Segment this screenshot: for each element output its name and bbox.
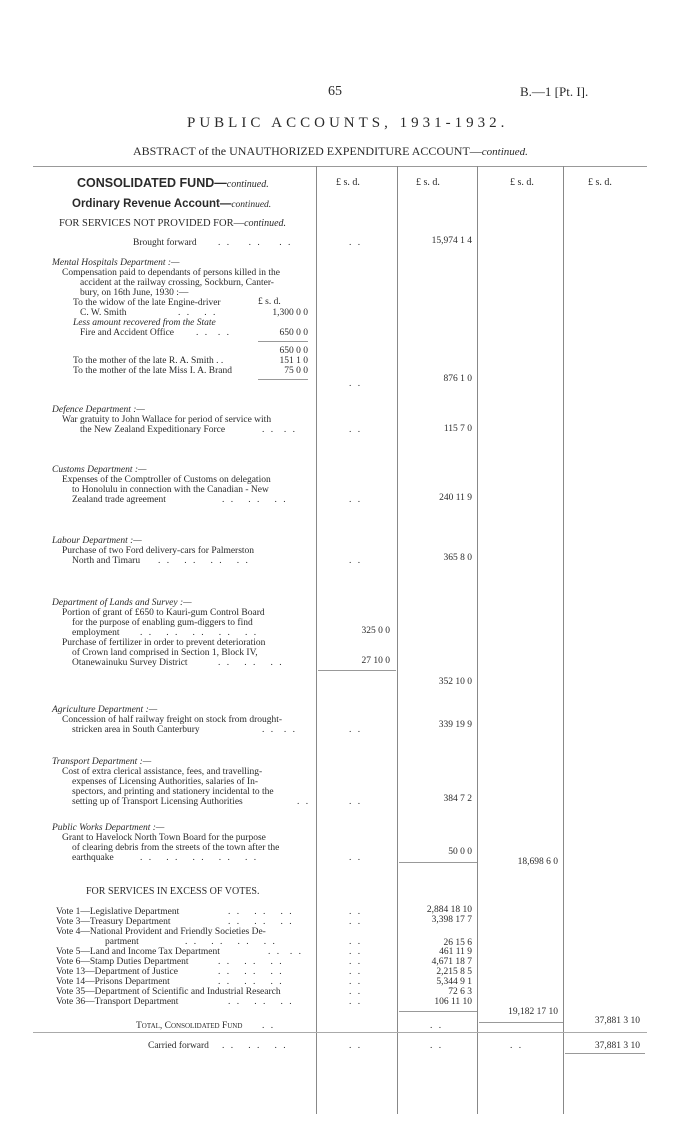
column-header-1: £ s. d. [336, 177, 360, 188]
line-text: the New Zealand Expeditionary Force [80, 425, 226, 435]
leader-dots: . . [349, 495, 363, 505]
line-text: To the mother of the late R. A. Smith . . [73, 356, 224, 366]
table-top-rule [33, 166, 647, 167]
vote-label: partment [105, 937, 139, 947]
leader-dots: . . [349, 725, 363, 735]
line-text: North and Timaru [72, 556, 141, 566]
line-text: Cost of extra clerical assistance, fees, and travelling- [62, 767, 263, 777]
vote-amount: 106 11 10 [434, 997, 472, 1007]
leader-dots: . . . . . . [218, 238, 293, 248]
sub-total-rule [258, 341, 308, 342]
department-amount: 365 8 0 [443, 553, 472, 563]
excess-heading: FOR SERVICES IN EXCESS OF VOTES. [86, 886, 260, 897]
sub-total-rule [479, 1022, 563, 1023]
vote-amount: 461 11 9 [439, 947, 472, 957]
vote-amount: 5,344 9 1 [436, 977, 472, 987]
vote-amount: 26 15 6 [443, 938, 472, 948]
leader-dots: . . [349, 987, 363, 997]
line-text: Less amount recovered from the State [73, 318, 216, 328]
line-text: setting up of Transport Licensing Authorities [72, 797, 243, 807]
leader-dots: . . [349, 379, 363, 389]
leader-dots: . . . . . . [218, 957, 284, 967]
vote-amount: 72 6 3 [448, 987, 472, 997]
total-rule [33, 1032, 647, 1033]
department-heading: Agriculture Department :— [52, 705, 158, 715]
line-text: Zealand trade agreement [72, 495, 166, 505]
leader-dots: . . . . [178, 308, 218, 318]
department-heading: Public Works Department :— [52, 823, 165, 833]
leader-dots: . . [349, 967, 363, 977]
leader-dots: . . [510, 1041, 524, 1051]
page-title: PUBLIC ACCOUNTS, 1931-1932. [187, 115, 509, 131]
carried-forward-amount: 37,881 3 10 [594, 1041, 640, 1051]
vote-label: Vote 13—Department of Justice [56, 967, 178, 977]
leader-dots: . . [349, 947, 363, 957]
department-heading: Labour Department :— [52, 536, 142, 546]
vote-label: Vote 5—Land and Income Tax Department [56, 947, 220, 957]
sub-amount: 650 0 0 [279, 328, 308, 338]
carried-forward-label: Carried forward [148, 1041, 209, 1051]
line-text: bury, on 16th June, 1930 :— [80, 288, 189, 298]
vote-amount: 3,398 17 7 [431, 915, 472, 925]
leader-dots: . . [349, 917, 363, 927]
department-amount: 876 1 0 [443, 374, 472, 384]
line-text: employment [72, 628, 120, 638]
department-heading: Department of Lands and Survey :— [52, 598, 192, 608]
line-text: for the purpose of enabling gum-diggers to find [72, 618, 253, 628]
sub-total-rule [399, 862, 477, 863]
section-total: 19,182 17 10 [508, 1007, 558, 1017]
line-text: To the widow of the late Engine-driver [73, 298, 221, 308]
leader-dots: . . [349, 238, 363, 248]
line-text: accident at the railway crossing, Sockburn, Canter- [80, 278, 274, 288]
section-total: 18,698 6 0 [517, 857, 558, 867]
page-number: 65 [328, 84, 342, 99]
department-amount: 352 10 0 [438, 677, 472, 687]
line-text: Portion of grant of £650 to Kauri-gum Control Board [62, 608, 265, 618]
leader-dots: . . [349, 425, 363, 435]
leader-dots: . . [349, 937, 363, 947]
leader-dots: . . [349, 957, 363, 967]
line-text: to Honolulu in connection with the Canadian - New [72, 485, 269, 495]
line-text: expenses of Licensing Authorities, salaries of In- [72, 777, 258, 787]
leader-dots: . . . . . . [218, 658, 284, 668]
leader-dots: . . . . . . [222, 495, 288, 505]
line-text: Purchase of fertilizer in order to prevent deterioration [62, 638, 266, 648]
vote-amount: 4,671 18 7 [431, 957, 472, 967]
line-text: Compensation paid to dependants of persons killed in the [62, 268, 280, 278]
vote-label: Vote 3—Treasury Department [56, 917, 171, 927]
leader-dots: . . [349, 1041, 363, 1051]
sub-amount: 650 0 0 [279, 346, 308, 356]
leader-dots: . . [349, 853, 363, 863]
line-text: stricken area in South Canterbury [72, 725, 200, 735]
leader-dots: . . . . . . . . . . [140, 628, 259, 638]
vote-amount: 2,884 18 10 [426, 905, 472, 915]
brought-forward-amount: 15,974 1 4 [431, 236, 472, 246]
vote-label: Vote 35—Department of Scientific and Industrial Research [56, 987, 281, 997]
account-heading: Ordinary Revenue Account—continued. [72, 198, 272, 210]
vote-label: Vote 6—Stamp Duties Department [56, 957, 189, 967]
sub-total-rule [318, 670, 396, 671]
line-text: Grant to Havelock North Town Board for the purpose [62, 833, 266, 843]
total-rule [565, 1053, 645, 1054]
line-text: Fire and Accident Office [80, 328, 174, 338]
line-text: C. W. Smith [80, 308, 127, 318]
line-text: spectors, and printing and stationery incidental to the [72, 787, 274, 797]
leader-dots: . . . . [196, 328, 231, 338]
leader-dots: . . . . . . . . [185, 937, 277, 947]
sub-amount: 75 0 0 [284, 366, 308, 376]
department-heading: Customs Department :— [52, 465, 147, 475]
column-header-3: £ s. d. [510, 177, 534, 188]
sub-amount: 1,300 0 0 [272, 308, 308, 318]
leader-dots: . . . . . . . . . . [140, 853, 259, 863]
sub-amount: 151 1 0 [279, 356, 308, 366]
department-amount: 115 7 0 [443, 424, 472, 434]
vote-label: Vote 4—National Provident and Friendly Societies De- [56, 927, 266, 937]
leader-dots: . . [349, 556, 363, 566]
department-heading: Defence Department :— [52, 405, 145, 415]
leader-dots: . . [297, 797, 311, 807]
line-text: earthquake [72, 853, 114, 863]
leader-dots: . . . . . . [228, 997, 294, 1007]
leader-dots: . . . . [262, 725, 297, 735]
department-amount: 50 0 0 [448, 847, 472, 857]
column-rule-1 [316, 166, 317, 1114]
column-rule-4 [563, 166, 564, 1114]
line-text: of Crown land comprised in Section 1, Block IV, [72, 648, 258, 658]
sub-column-header: £ s. d. [258, 297, 281, 307]
sub-total-rule [399, 1011, 477, 1012]
line-amount: 325 0 0 [361, 626, 390, 636]
sub-total-rule [258, 379, 308, 380]
leader-dots: . . [349, 997, 363, 1007]
grand-total: 37,881 3 10 [594, 1016, 640, 1026]
leader-dots: . . [430, 1021, 444, 1031]
vote-label: Vote 1—Legislative Department [56, 907, 180, 917]
leader-dots: . . [349, 907, 363, 917]
vote-amount: 2,215 8 5 [436, 967, 472, 977]
line-text: Expenses of the Comptroller of Customs on delegation [62, 475, 271, 485]
leader-dots: . . . . . . [218, 967, 284, 977]
vote-label: Vote 36—Transport Department [56, 997, 179, 1007]
department-amount: 339 19 9 [438, 720, 472, 730]
leader-dots: . . [262, 1021, 276, 1031]
leader-dots: . . . . . . . . [158, 556, 250, 566]
column-rule-2 [397, 166, 398, 1114]
department-heading: Mental Hospitals Department :— [52, 258, 180, 268]
vote-label: Vote 14—Prisons Department [56, 977, 170, 987]
leader-dots: . . . . [268, 947, 303, 957]
line-text: Purchase of two Ford delivery-cars for Palmerston [62, 546, 255, 556]
department-amount: 240 11 9 [439, 493, 472, 503]
department-heading: Transport Department :— [52, 757, 152, 767]
fund-heading: CONSOLIDATED FUND—continued. [77, 176, 269, 190]
column-header-4: £ s. d. [588, 177, 612, 188]
leader-dots: . . . . . . [218, 977, 284, 987]
leader-dots: . . . . . . [222, 1041, 288, 1051]
page-subtitle: ABSTRACT of the UNAUTHORIZED EXPENDITURE ACCOUNT—continued. [133, 144, 528, 158]
line-text: Concession of half railway freight on stock from drought- [62, 715, 283, 725]
line-text: Otanewainuku Survey District [72, 658, 188, 668]
line-text: War gratuity to John Wallace for period of service with [62, 415, 272, 425]
total-consolidated-label: Total, Consolidated Fund [136, 1021, 243, 1031]
leader-dots: . . . . . . [228, 907, 294, 917]
department-amount: 384 7 2 [443, 794, 472, 804]
leader-dots: . . [349, 797, 363, 807]
column-header-2: £ s. d. [416, 177, 440, 188]
document-reference: B.—1 [Pt. I]. [520, 84, 589, 99]
leader-dots: . . [430, 1041, 444, 1051]
line-text: of clearing debris from the streets of the town after the [72, 843, 280, 853]
section-heading: FOR SERVICES NOT PROVIDED FOR—continued. [59, 218, 287, 229]
leader-dots: . . [349, 977, 363, 987]
brought-forward-label: Brought forward [133, 238, 197, 248]
leader-dots: . . . . . . [228, 917, 294, 927]
line-amount: 27 10 0 [361, 656, 390, 666]
column-rule-3 [477, 166, 478, 1114]
leader-dots: . . . . [262, 425, 297, 435]
line-text: To the mother of the late Miss I. A. Brand [73, 366, 232, 376]
